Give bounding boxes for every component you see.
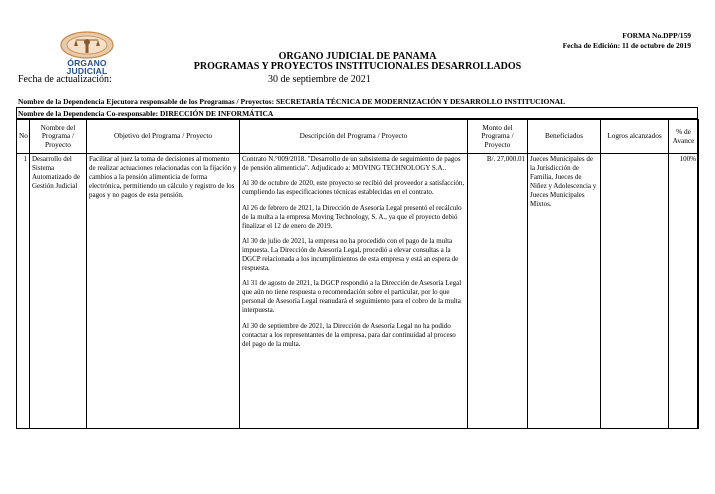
column-header-name: Nombre del Programa / Proyecto <box>30 120 87 154</box>
description-paragraph: Al 30 de julio de 2021, la empresa no ha procedido con el pago de la multa impuesta. La Dirección de Asesoría Legal, procedió a elevar consultas a la DGCP relacionada a los incumplimientos de esta empresa y está an espera de respuesta. <box>242 237 459 273</box>
cell-objective: Facilitar al juez la toma de decisiones al momento de realizar actuaciones relacionadas con la fijación y cambios a la pensión alimenticia de forma electrónica, permitiendo un cálculo y registro de los pagos y no pagos de esta pensión. <box>87 154 240 429</box>
cell-progress: 100% <box>669 154 699 429</box>
edition-date: Fecha de Edición: 11 de octubre de 2019 <box>562 41 691 50</box>
form-number: FORMA No.DPP/159 <box>622 31 691 40</box>
executing-dependency: Nombre de la Dependencia Ejecutora responsable de los Programas / Proyectos: SECRETARÍA TÉCNICA DE MODERNIZACIÓN Y DESARROLLO INSTITUCIONAL <box>18 97 566 106</box>
cell-achievements <box>601 154 669 429</box>
logo-text-judicial: JUDICIAL <box>66 66 108 76</box>
document-title: ORGANO JUDICIAL DE PANAMA <box>278 51 437 62</box>
description-paragraph: Contrato N.°009/2018. "Desarrollo de un subsistema de seguimiento de pagos de pensión alimenticia". Adjudicado a: MOVING TECHNOLOGY S.A.. <box>242 155 461 172</box>
cell-no: 1 <box>17 154 30 429</box>
table-header-row <box>17 120 699 154</box>
co-responsible-dependency: Nombre de la Dependencia Co-responsable: DIRECCIÓN DE INFORMÁTICA <box>18 109 274 118</box>
programs-table <box>16 119 699 429</box>
cell-amount: B/. 27,000.01 <box>468 154 528 429</box>
table-row <box>17 154 699 429</box>
column-header-progress: % de Avance <box>669 120 699 154</box>
column-header-objective: Objetivo del Programa / Proyecto <box>87 120 240 154</box>
description-paragraph: Al 30 de octubre de 2020, este proyecto se recibió del proveedor a satisfacción, cumpliendo las especificaciones técnicas establecidas en el contrato. <box>242 179 465 197</box>
logo-text-organo: ÓRGANO <box>67 58 107 68</box>
column-header-amount: Monto del Programa / Proyecto <box>468 120 528 154</box>
cell-name: Desarrollo del Sistema Automatizado de Gestión Judicial <box>30 154 87 429</box>
description-paragraph: Al 30 de septiembre de 2021, la Dirección de Asesoría Legal no ha podido contactar a los representantes de la empresa, para dar continuidad al proceso del pago de la multa. <box>242 321 456 348</box>
update-date-label: Fecha de actualización: <box>18 74 112 85</box>
cell-beneficiaries: Jueces Municipales de la Jurisdicción de Familia, Jueces de Niñez y Adolescencia y Jueces Municipales Mixtos. <box>528 154 601 429</box>
column-header-achievements: Logros alcanzados <box>601 120 669 154</box>
column-header-description: Descripción del Programa / Proyecto <box>240 120 468 154</box>
update-date-value: 30 de septiembre de 2021 <box>268 74 371 85</box>
cell-description <box>240 154 468 429</box>
column-header-no: No <box>17 120 30 154</box>
description-paragraph: Al 26 de febrero de 2021, la Dirección de Asesoría Legal presentó el recálculo de la multa a la empresa Moving Technology, S. A., ya que el proyecto debió finalizar el 12 de enero de 2019. <box>242 203 462 230</box>
document-subtitle: PROGRAMAS Y PROYECTOS INSTITUCIONALES DESARROLLADOS <box>193 61 522 72</box>
column-header-beneficiaries: Beneficiados <box>528 120 601 154</box>
description-paragraph: Al 31 de agosto de 2021, la DGCP respondió a la Dirección de Asesoría Legal que aún no tiene respuesta o recomendación sobre el particular, por lo que personal de Asesoría Legal reanudará el seguimiento para el cobro de la multa interpuesta. <box>242 279 462 315</box>
